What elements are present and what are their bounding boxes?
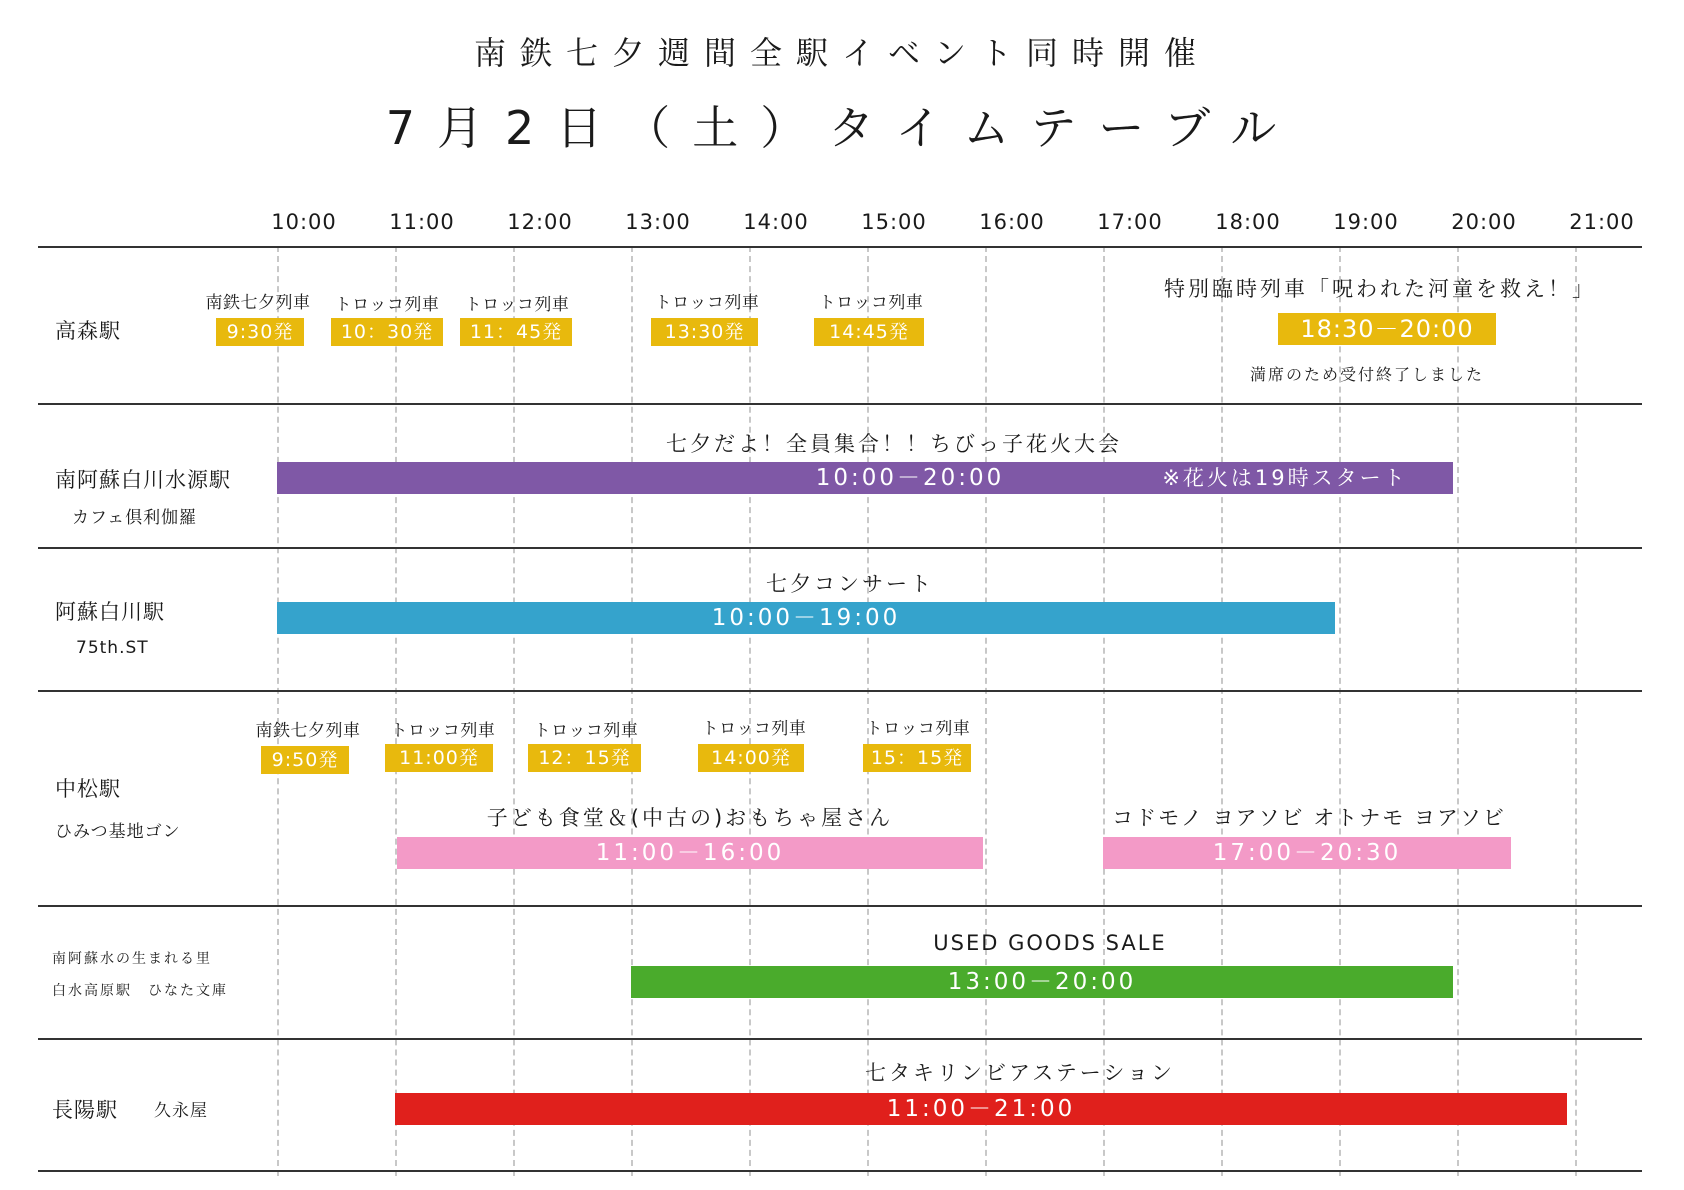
train-label: トロッコ列車 xyxy=(464,295,570,315)
station-name: 高森駅 xyxy=(55,319,121,343)
row-divider xyxy=(38,547,1642,549)
grid-line xyxy=(985,246,987,1176)
train-label: トロッコ列車 xyxy=(654,293,760,313)
train-departure: 9:50発 xyxy=(261,746,349,774)
event-bar-kids-cafeteria: 11:00－16:00 xyxy=(397,837,983,869)
hour-label: 19:00 xyxy=(1333,210,1399,234)
train-label: トロッコ列車 xyxy=(533,721,639,741)
train-departure: 13:30発 xyxy=(651,318,758,346)
train-departure: 11：45発 xyxy=(460,318,572,346)
train-departure: 14:00発 xyxy=(698,744,804,772)
train-label: トロッコ列車 xyxy=(701,719,807,739)
venue-name: 久永屋 xyxy=(154,1101,208,1121)
hour-label: 16:00 xyxy=(979,210,1045,234)
train-departure: 10：30発 xyxy=(331,318,443,346)
station-name: 南阿蘇白川水源駅 xyxy=(55,468,231,492)
event-note: ※花火は19時スタート xyxy=(1162,466,1408,490)
train-label: 南鉄七夕列車 xyxy=(205,293,311,313)
hour-label: 18:00 xyxy=(1215,210,1281,234)
event-bar-used-goods: 13:00－20:00 xyxy=(631,966,1453,998)
special-train-title: 特別臨時列車「呪われた河童を救え！」 xyxy=(1164,277,1596,301)
row-divider xyxy=(38,1170,1642,1172)
train-departure: 11:00発 xyxy=(385,744,493,772)
grid-line xyxy=(867,246,869,1176)
row-divider xyxy=(38,1038,1642,1040)
row-divider xyxy=(38,690,1642,692)
train-departure: 14:45発 xyxy=(814,318,924,346)
grid-line xyxy=(1339,246,1341,1176)
grid-line xyxy=(1575,246,1577,1176)
grid-line xyxy=(395,246,397,1176)
sold-out-note: 満席のため受付終了しました xyxy=(1250,365,1485,384)
event-bar-concert: 10:00－19:00 xyxy=(277,602,1335,634)
page-subtitle: 南鉄七夕週間全駅イベント同時開催 xyxy=(473,34,1210,72)
grid-line xyxy=(1103,246,1105,1176)
event-title: 子ども食堂＆(中古の)おもちゃ屋さん xyxy=(486,806,894,830)
grid-line xyxy=(513,246,515,1176)
train-label: トロッコ列車 xyxy=(865,719,971,739)
station-name: 長陽駅 xyxy=(52,1098,118,1122)
venue-name: 75th.ST xyxy=(76,638,149,658)
special-train-time: 18:30－20:00 xyxy=(1278,313,1496,345)
grid-line xyxy=(631,246,633,1176)
grid-line xyxy=(277,246,279,1176)
hour-label: 11:00 xyxy=(389,210,455,234)
event-bar-night-play: 17:00－20:30 xyxy=(1103,837,1511,869)
venue-name: ひみつ基地ゴン xyxy=(55,822,181,842)
hour-label: 17:00 xyxy=(1097,210,1163,234)
grid-line xyxy=(1457,246,1459,1176)
hour-label: 20:00 xyxy=(1451,210,1517,234)
hour-label: 12:00 xyxy=(507,210,573,234)
station-name: 中松駅 xyxy=(55,777,121,801)
hour-label: 10:00 xyxy=(271,210,337,234)
train-departure: 12：15発 xyxy=(528,744,641,772)
train-departure: 9:30発 xyxy=(216,318,304,346)
hour-label: 13:00 xyxy=(625,210,691,234)
event-title: 七夕コンサート xyxy=(766,572,934,596)
station-venue: 白水高原駅 ひなた文庫 xyxy=(52,983,228,999)
hour-label: 21:00 xyxy=(1569,210,1635,234)
grid-line xyxy=(749,246,751,1176)
event-bar-kirin-beer: 11:00－21:00 xyxy=(395,1093,1567,1125)
station-name: 阿蘇白川駅 xyxy=(55,600,165,624)
train-label: トロッコ列車 xyxy=(818,293,924,313)
row-divider xyxy=(38,403,1642,405)
event-title: 七夕だよ！全員集合！！ちびっ子花火大会 xyxy=(666,432,1122,456)
hour-label: 14:00 xyxy=(743,210,809,234)
venue-name: カフェ倶利伽羅 xyxy=(72,508,198,528)
event-title: 七タキリンビアステーション xyxy=(865,1061,1175,1085)
train-departure: 15：15発 xyxy=(863,744,971,772)
row-divider xyxy=(38,246,1642,248)
event-title: コドモノ ヨアソビ オトナモ ヨアソビ xyxy=(1112,806,1506,830)
row-divider xyxy=(38,905,1642,907)
train-label: 南鉄七夕列車 xyxy=(255,721,361,741)
train-label: トロッコ列車 xyxy=(390,721,496,741)
hour-label: 15:00 xyxy=(861,210,927,234)
event-time: 10:00－20:00 xyxy=(815,465,1005,491)
train-label: トロッコ列車 xyxy=(334,295,440,315)
grid-line xyxy=(1221,246,1223,1176)
page-title: 7月2日（土）タイムテーブル xyxy=(385,101,1299,155)
event-title: USED GOODS SALE xyxy=(933,931,1167,955)
station-name: 南阿蘇水の生まれる里 xyxy=(52,951,212,967)
